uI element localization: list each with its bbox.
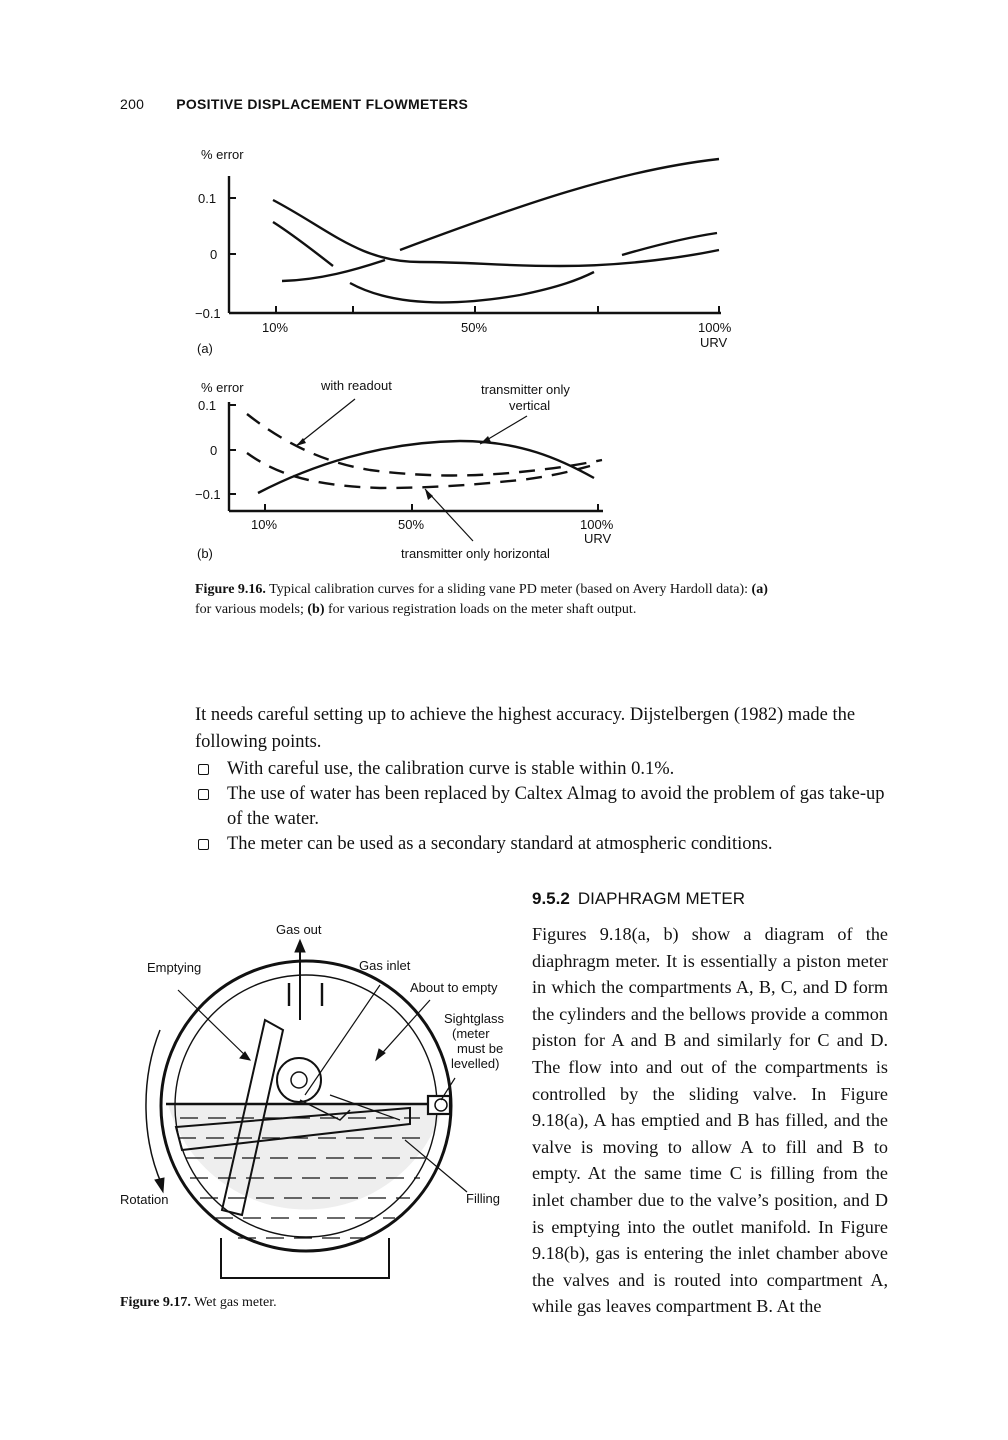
panel-b-label: (b) bbox=[197, 546, 213, 561]
panel-a-label: (a) bbox=[197, 341, 213, 356]
panel-b-xtick: 50% bbox=[398, 517, 425, 532]
checkbox-bullet-icon bbox=[198, 789, 209, 800]
panel-a-curve-1 bbox=[273, 200, 719, 266]
panel-b-xtick: 100% bbox=[580, 517, 614, 532]
panel-b-curve-dashed-1 bbox=[247, 414, 602, 476]
checkbox-bullet-icon bbox=[198, 764, 209, 775]
panel-a-xtick: 100% bbox=[698, 320, 732, 335]
panel-a-ytick: 0.1 bbox=[198, 191, 217, 206]
with-readout-label: with readout bbox=[321, 378, 392, 393]
bullet-list bbox=[195, 757, 895, 857]
sightglass-label: levelled) bbox=[451, 1056, 500, 1071]
horizontal-leader bbox=[425, 489, 473, 541]
panel-a bbox=[229, 159, 721, 313]
transmitter-horizontal-label: transmitter only horizontal bbox=[401, 546, 550, 561]
panel-b-ytick: −0.1 bbox=[195, 487, 221, 502]
caption-text: for various registration loads on the meter shaft output. bbox=[328, 602, 637, 617]
sightglass-label: Sightglass bbox=[444, 1011, 504, 1026]
section-title: DIAPHRAGM METER bbox=[577, 889, 745, 908]
transmitter-vertical-label: vertical bbox=[509, 398, 551, 413]
section-heading bbox=[532, 889, 745, 909]
list-item bbox=[195, 782, 895, 832]
section-number: 9.5.2 bbox=[532, 889, 570, 908]
panel-a-x-extra: URV bbox=[700, 335, 728, 350]
filling-label: Filling bbox=[466, 1191, 500, 1206]
list-item bbox=[195, 757, 895, 782]
panel-a-curve-4 bbox=[400, 159, 719, 250]
page-number: 200 bbox=[120, 96, 145, 112]
caption-label: Figure 9.17. bbox=[120, 1295, 191, 1310]
caption-a: (a) bbox=[751, 582, 768, 597]
panel-b-curve-solid bbox=[258, 441, 594, 493]
checkbox-bullet-icon bbox=[198, 839, 209, 850]
panel-a-ytick: −0.1 bbox=[195, 306, 221, 321]
emptying-label: Emptying bbox=[147, 960, 202, 975]
list-item bbox=[195, 832, 895, 857]
sightglass-label: must be bbox=[457, 1041, 504, 1056]
panel-a-ytick: 0 bbox=[210, 247, 218, 262]
panel-a-xtick: 50% bbox=[461, 320, 488, 335]
about-to-empty-label: About to empty bbox=[410, 980, 498, 995]
list-item-text: The use of water has been replaced by Caltex Almag to avoid the problem of gas take-up of the water. bbox=[227, 784, 885, 829]
gas-out-label: Gas out bbox=[276, 922, 322, 937]
running-title: POSITIVE DISPLACEMENT FLOWMETERS bbox=[176, 96, 469, 112]
panel-b-ytick: 0.1 bbox=[198, 398, 217, 413]
with-readout-leader bbox=[296, 399, 355, 446]
panel-b-xtick: 10% bbox=[251, 517, 278, 532]
panel-a-curve-3 bbox=[282, 260, 385, 281]
panel-a-curve-5 bbox=[350, 272, 594, 302]
figure-9-16-caption bbox=[195, 580, 785, 620]
transmitter-vertical-label: transmitter only bbox=[481, 382, 570, 397]
stand bbox=[221, 1238, 389, 1278]
sightglass-label: (meter bbox=[452, 1026, 490, 1041]
figure-9-17-caption bbox=[120, 1295, 277, 1311]
list-item-text: The meter can be used as a secondary standard at atmospheric conditions. bbox=[227, 834, 773, 854]
panel-a-curve-6 bbox=[622, 233, 717, 255]
panel-b-curve-dashed-2 bbox=[247, 453, 590, 488]
caption-text: for various models; bbox=[195, 602, 304, 617]
rotation-label: Rotation bbox=[120, 1192, 169, 1207]
arrowhead bbox=[425, 489, 433, 500]
intro-paragraph: It needs careful setting up to achieve the highest accuracy. Dijstelbergen (1982) made the following points. bbox=[195, 704, 856, 752]
panel-a-ylabel: % error bbox=[201, 147, 244, 162]
caption-b: (b) bbox=[307, 602, 325, 617]
caption-text: Wet gas meter. bbox=[194, 1295, 277, 1310]
caption-text: Typical calibration curves for a sliding vane PD meter (based on Avery Hardoll data): bbox=[269, 582, 749, 597]
panel-b-ytick: 0 bbox=[210, 443, 218, 458]
panel-a-xtick: 10% bbox=[262, 320, 289, 335]
gas-inlet-label: Gas inlet bbox=[359, 958, 411, 973]
caption-label: Figure 9.16. bbox=[195, 582, 266, 597]
panel-b-x-extra: URV bbox=[584, 531, 612, 546]
section-body: Figures 9.18(a, b) show a diagram of the diaphragm meter. It is essentially a piston meter in which the compartments A, B, C, and D form the cylinders and the bellows provide a common piston for A and B and similarly for C and D. The flow into and out of the compartments is controlled by the sliding valve. In Figure 9.18(a), A has emptied and B has filled, and the valve is moving to allow A to fill and B to empty. At the same time C is filling from the inlet chamber due to the valve’s position, and D is emptying into the outlet manifold. In Figure 9.18(b), gas is entering the inlet chamber above the valves and is routed into compartment A, while gas leaves compartment B. At the bbox=[532, 924, 888, 1317]
list-item-text: With careful use, the calibration curve is stable within 0.1%. bbox=[227, 759, 675, 779]
panel-b-ylabel: % error bbox=[201, 380, 244, 395]
